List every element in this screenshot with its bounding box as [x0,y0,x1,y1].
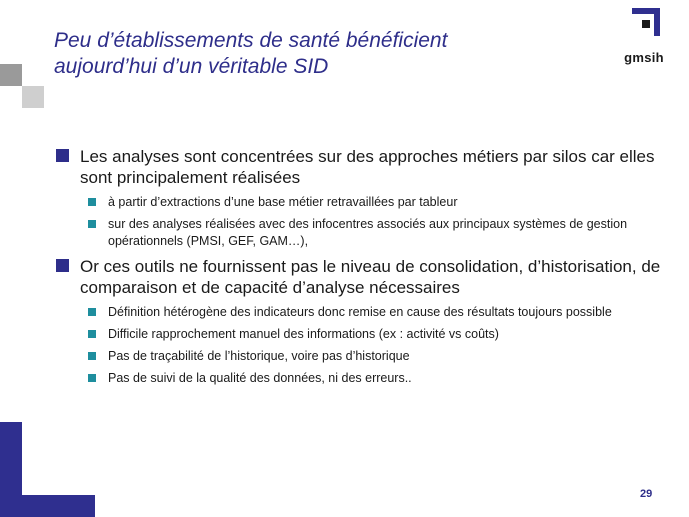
small-square-bullet-icon [88,374,96,382]
slide-title-line-1: Peu d’établissements de santé bénéficient [54,29,448,52]
bullet-level2-text: à partir d’extractions d’une base métier retravaillées par tableur [108,195,458,209]
bullet-level2-text: Pas de traçabilité de l’historique, voire pas d’historique [108,349,410,363]
page-number: 29 [640,488,653,500]
gmsih-logo [614,8,674,70]
logo-mark-icon [632,8,660,36]
square-bullet-icon [56,259,69,272]
bullet-level2-text: Pas de suivi de la qualité des données, ni des erreurs.. [108,371,412,385]
bullet-level1 [52,146,672,188]
bullet-level2 [52,326,672,343]
bullet-level2-text: Définition hétérogène des indicateurs donc remise en cause des résultats toujours possible [108,305,612,319]
bullet-level2-text: Difficile rapprochement manuel des informations (ex : activité vs coûts) [108,327,499,341]
bullet-level1-text: Or ces outils ne fournissent pas le niveau de consolidation, d’historisation, de comparaison et de capacité d’analyse nécessaires [80,257,661,297]
bullet-level2 [52,348,672,365]
logo-text: gmsih [624,50,664,65]
slide-title [54,28,574,80]
bullet-level2-text: sur des analyses réalisées avec des infocentres associés aux principaux systèmes de gestion opérationnels (PMSI, GEF, GAM…), [108,217,628,248]
slide-content [52,146,672,393]
decorative-square-grey [0,64,22,86]
small-square-bullet-icon [88,308,96,316]
small-square-bullet-icon [88,330,96,338]
bullet-level1-text: Les analyses sont concentrées sur des approches métiers par silos car elles sont principalement réalisées [80,147,655,187]
bullet-level2 [52,216,672,250]
small-square-bullet-icon [88,220,96,228]
decorative-bar-horizontal [0,495,95,517]
sub-bullet-list [52,304,672,387]
slide-title-line-2: aujourd’hui d’un véritable SID [54,55,329,78]
small-square-bullet-icon [88,198,96,206]
small-square-bullet-icon [88,352,96,360]
bullet-level1 [52,256,672,298]
decorative-square-light-grey [22,86,44,108]
bullet-level2 [52,194,672,211]
square-bullet-icon [56,149,69,162]
bullet-level2 [52,370,672,387]
sub-bullet-list [52,194,672,250]
bullet-level2 [52,304,672,321]
